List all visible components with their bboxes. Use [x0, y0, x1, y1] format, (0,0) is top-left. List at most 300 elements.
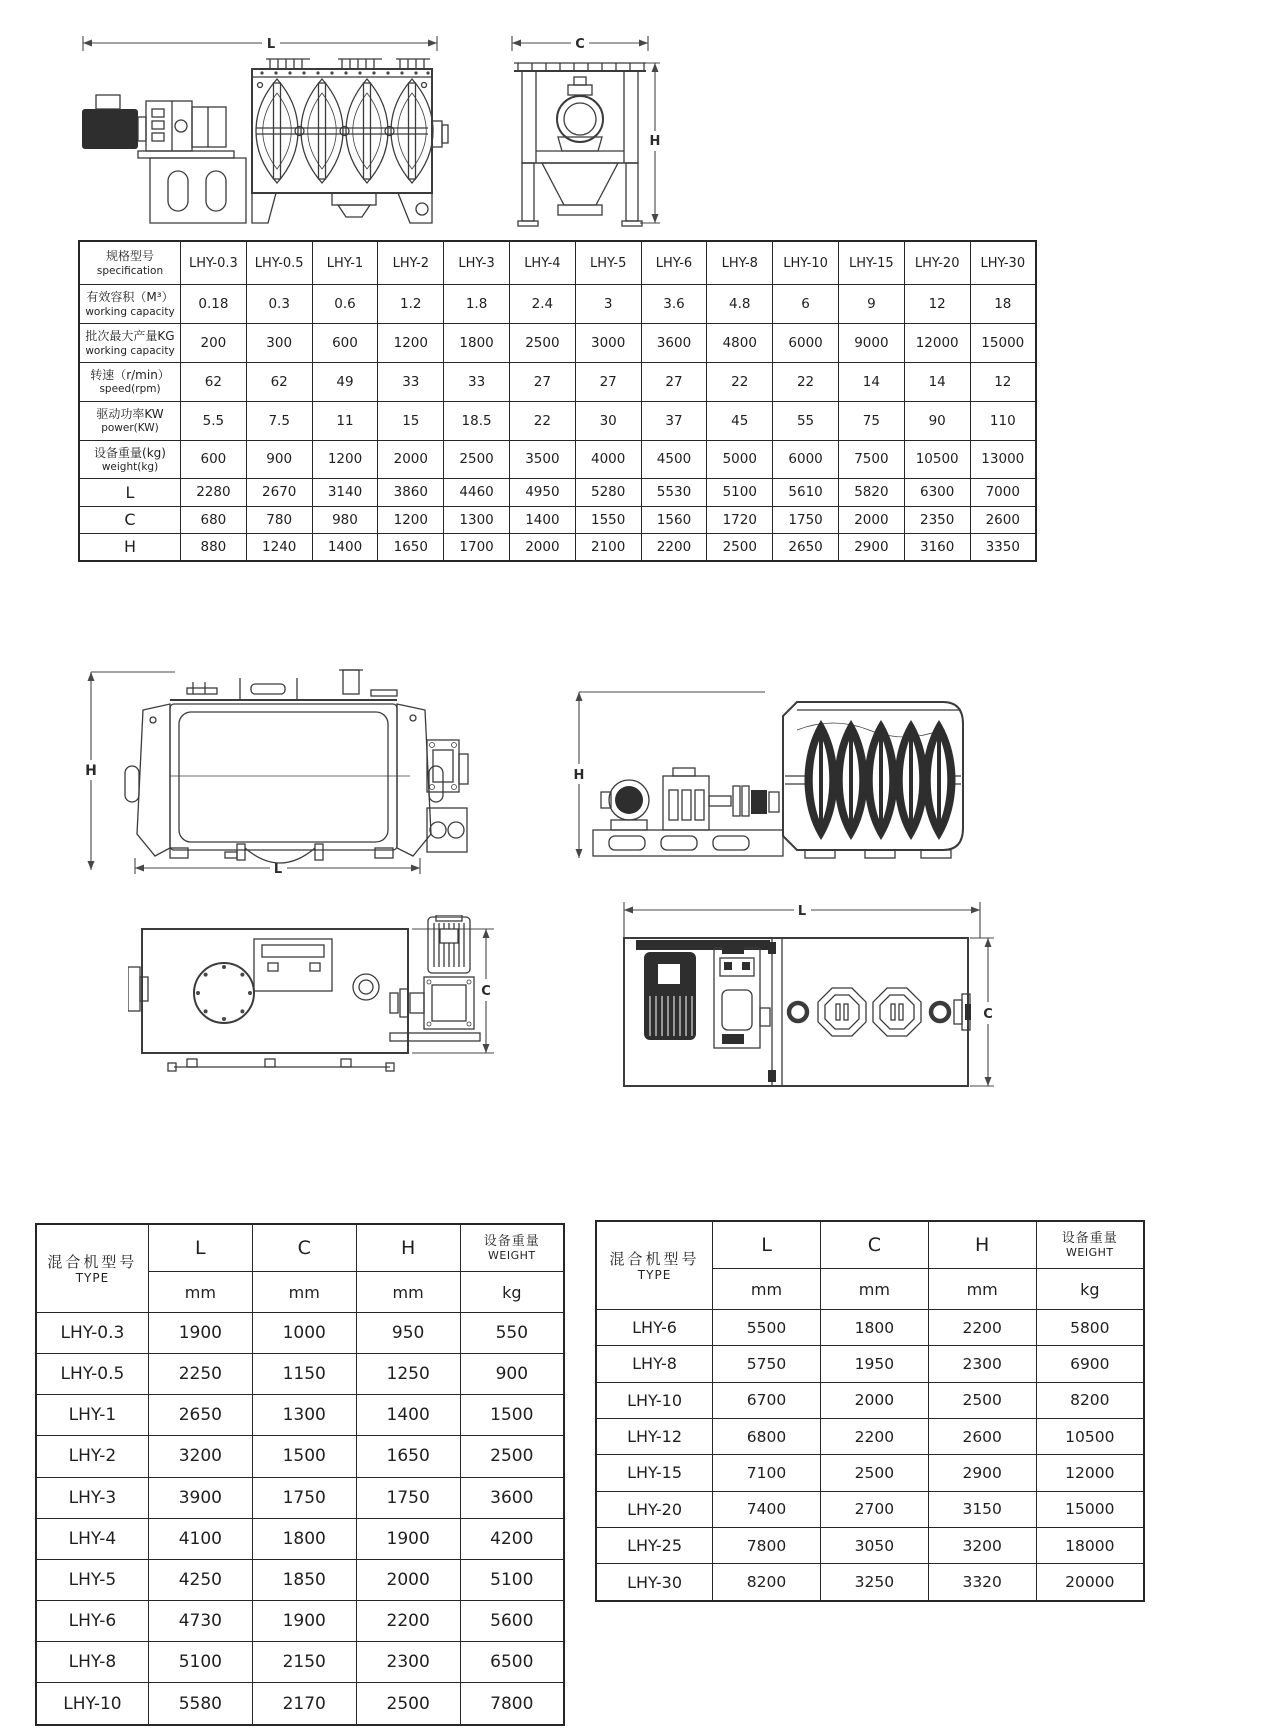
dim-label-H: H	[85, 763, 97, 779]
spec-cell: 2000	[838, 506, 904, 533]
size-row	[36, 1313, 564, 1354]
size-cell: 3600	[460, 1477, 564, 1518]
spec-cell: 2670	[246, 479, 312, 506]
spec-row-label: L	[79, 479, 181, 506]
spec-cell: 3350	[970, 533, 1036, 561]
spec-cell: 30	[575, 401, 641, 440]
spec-cell: 2.4	[509, 285, 575, 324]
spec-cell: 13000	[970, 440, 1036, 479]
size-cell: 3150	[928, 1491, 1036, 1527]
spec-cell: 6000	[773, 440, 839, 479]
size-cell: 1000	[252, 1313, 356, 1354]
spec-cell: 75	[838, 401, 904, 440]
spec-cell: 15000	[970, 323, 1036, 362]
size-table-left-container	[35, 1223, 565, 1726]
spec-cell: 22	[773, 362, 839, 401]
spec-row-label: 设备重量(kg) weight(kg)	[79, 440, 181, 479]
spec-cell: 90	[904, 401, 970, 440]
size-row-model: LHY-10	[36, 1683, 148, 1725]
size-cell: 1650	[356, 1436, 460, 1477]
size-cell: 6900	[1036, 1346, 1144, 1382]
spec-cell: 600	[312, 323, 378, 362]
motor-drive-assembly	[601, 768, 779, 830]
spec-cell: 10500	[904, 440, 970, 479]
size-row	[36, 1642, 564, 1683]
size-cell: 4730	[148, 1600, 252, 1641]
spec-row-label: H	[79, 533, 181, 561]
spec-cell: 4950	[509, 479, 575, 506]
size-cell: 6800	[713, 1418, 821, 1454]
size-cell: 2500	[460, 1436, 564, 1477]
spec-cell: 22	[707, 362, 773, 401]
spec-cell: 3.6	[641, 285, 707, 324]
size-row-model: LHY-2	[36, 1436, 148, 1477]
spec-model-header: LHY-0.5	[246, 241, 312, 285]
size-row-model: LHY-3	[36, 1477, 148, 1518]
size-col-unit: mm	[820, 1269, 928, 1310]
size-row-model: LHY-30	[596, 1564, 713, 1601]
spec-row-label: C	[79, 506, 181, 533]
spec-model-header: LHY-2	[378, 241, 444, 285]
size-col-unit: mm	[928, 1269, 1036, 1310]
spec-cell: 6300	[904, 479, 970, 506]
spec-cell: 5000	[707, 440, 773, 479]
spec-cell: 49	[312, 362, 378, 401]
size-row-model: LHY-10	[596, 1382, 713, 1418]
spec-cell: 2500	[444, 440, 510, 479]
spec-cell: 1750	[773, 506, 839, 533]
drive-assembly-top	[390, 915, 480, 1041]
spec-cell: 4000	[575, 440, 641, 479]
size-cell: 7100	[713, 1455, 821, 1491]
size-cell: 2200	[356, 1600, 460, 1641]
spec-cell: 45	[707, 401, 773, 440]
size-row-model: LHY-25	[596, 1527, 713, 1563]
size-table-right	[595, 1220, 1145, 1602]
size-col-header: H	[356, 1224, 460, 1272]
size-cell: 4200	[460, 1518, 564, 1559]
size-table-right-container	[595, 1220, 1145, 1602]
size-row-model: LHY-0.5	[36, 1354, 148, 1395]
size-type-header: 混合机型号 TYPE	[36, 1224, 148, 1313]
dimension-width	[512, 36, 648, 52]
size-cell: 1900	[356, 1518, 460, 1559]
size-row-model: LHY-8	[36, 1642, 148, 1683]
size-cell: 2500	[356, 1683, 460, 1725]
size-cell: 1500	[252, 1436, 356, 1477]
size-row	[36, 1559, 564, 1600]
size-cell: 1850	[252, 1559, 356, 1600]
spec-cell: 2600	[970, 506, 1036, 533]
spec-cell: 22	[509, 401, 575, 440]
size-row	[36, 1436, 564, 1477]
size-cell: 1800	[252, 1518, 356, 1559]
dimension-length	[624, 902, 980, 938]
size-cell: 6700	[713, 1382, 821, 1418]
spec-cell: 0.6	[312, 285, 378, 324]
spec-model-header: LHY-0.3	[181, 241, 247, 285]
spec-cell: 1560	[641, 506, 707, 533]
spec-cell: 1650	[378, 533, 444, 561]
size-cell: 8200	[713, 1564, 821, 1601]
size-cell: 5750	[713, 1346, 821, 1382]
gear-unit-top	[714, 942, 760, 1048]
machine-end-body	[514, 63, 646, 226]
size-col-unit: mm	[252, 1272, 356, 1313]
size-cell: 7800	[713, 1527, 821, 1563]
spec-cell: 37	[641, 401, 707, 440]
spec-cell: 18	[970, 285, 1036, 324]
size-col-header: L	[713, 1221, 821, 1269]
spec-cell: 27	[575, 362, 641, 401]
spec-cell: 300	[246, 323, 312, 362]
dim-label-C: C	[481, 984, 491, 999]
size-col-unit: kg	[1036, 1269, 1144, 1310]
size-row	[596, 1418, 1144, 1454]
spec-cell: 12000	[904, 323, 970, 362]
mixing-drum	[252, 59, 448, 223]
spec-cell: 18.5	[444, 401, 510, 440]
spec-cell: 55	[773, 401, 839, 440]
size-cell: 7400	[713, 1491, 821, 1527]
drawing-plough-mixer-end-view	[498, 33, 663, 228]
spec-cell: 200	[181, 323, 247, 362]
size-header-row	[36, 1224, 564, 1272]
spec-cell: 62	[181, 362, 247, 401]
size-row	[36, 1600, 564, 1641]
size-cell: 3320	[928, 1564, 1036, 1601]
spec-cell: 9	[838, 285, 904, 324]
spec-cell: 5280	[575, 479, 641, 506]
spec-model-header: LHY-5	[575, 241, 641, 285]
base-frame	[593, 830, 783, 856]
spec-cell: 27	[509, 362, 575, 401]
size-cell: 2200	[820, 1418, 928, 1454]
support-pedestal	[150, 158, 246, 223]
spec-cell: 4800	[707, 323, 773, 362]
size-cell: 2000	[356, 1559, 460, 1600]
spec-cell: 27	[641, 362, 707, 401]
size-row-model: LHY-4	[36, 1518, 148, 1559]
size-cell: 5100	[460, 1559, 564, 1600]
spec-cell: 7.5	[246, 401, 312, 440]
spec-row	[79, 285, 1036, 324]
spec-cell: 1400	[312, 533, 378, 561]
spec-cell: 1200	[378, 323, 444, 362]
spec-cell: 62	[246, 362, 312, 401]
spec-cell: 5100	[707, 479, 773, 506]
size-cell: 6500	[460, 1642, 564, 1683]
size-cell: 5800	[1036, 1310, 1144, 1346]
dim-label-C: C	[575, 37, 585, 52]
size-cell: 2000	[820, 1382, 928, 1418]
size-row-model: LHY-15	[596, 1455, 713, 1491]
spec-cell: 2650	[773, 533, 839, 561]
size-row	[596, 1310, 1144, 1346]
spec-cell: 600	[181, 440, 247, 479]
spec-cell: 900	[246, 440, 312, 479]
spec-row	[79, 533, 1036, 561]
spec-row	[79, 440, 1036, 479]
spec-row	[79, 401, 1036, 440]
size-cell: 1750	[252, 1477, 356, 1518]
size-cell: 1900	[148, 1313, 252, 1354]
spec-cell: 1200	[312, 440, 378, 479]
size-cell: 2250	[148, 1354, 252, 1395]
size-row	[596, 1491, 1144, 1527]
size-col-unit: mm	[356, 1272, 460, 1313]
spec-cell: 1240	[246, 533, 312, 561]
drawing-ribbon-mixer-side-view	[75, 648, 470, 876]
spec-cell: 1300	[444, 506, 510, 533]
size-col-header: L	[148, 1224, 252, 1272]
spec-cell: 110	[970, 401, 1036, 440]
size-header-row	[596, 1221, 1144, 1269]
spec-cell: 2500	[509, 323, 575, 362]
size-cell: 20000	[1036, 1564, 1144, 1601]
spec-model-header: LHY-4	[509, 241, 575, 285]
size-row	[36, 1477, 564, 1518]
size-cell: 1300	[252, 1395, 356, 1436]
size-col-header: H	[928, 1221, 1036, 1269]
size-cell: 3900	[148, 1477, 252, 1518]
size-row	[36, 1395, 564, 1436]
size-cell: 1800	[820, 1310, 928, 1346]
spec-header-row	[79, 241, 1036, 285]
size-cell: 1500	[460, 1395, 564, 1436]
size-cell: 2600	[928, 1418, 1036, 1454]
spec-row-label: 转速（r/min） speed(rpm)	[79, 362, 181, 401]
spec-cell: 3160	[904, 533, 970, 561]
size-type-header: 混合机型号 TYPE	[596, 1221, 713, 1310]
spec-cell: 7500	[838, 440, 904, 479]
size-row-model: LHY-5	[36, 1559, 148, 1600]
spec-cell: 0.18	[181, 285, 247, 324]
spec-cell: 1720	[707, 506, 773, 533]
spec-cell: 1550	[575, 506, 641, 533]
size-cell: 10500	[1036, 1418, 1144, 1454]
size-cell: 8200	[1036, 1382, 1144, 1418]
size-row-model: LHY-0.3	[36, 1313, 148, 1354]
motor-top	[644, 952, 696, 1040]
spec-cell: 2280	[181, 479, 247, 506]
spec-cell: 6	[773, 285, 839, 324]
spec-cell: 15	[378, 401, 444, 440]
size-row	[36, 1354, 564, 1395]
size-cell: 2700	[820, 1491, 928, 1527]
spec-cell: 6000	[773, 323, 839, 362]
dim-label-L: L	[273, 862, 283, 876]
spec-cell: 2200	[641, 533, 707, 561]
drawing-top-view-small	[128, 915, 503, 1090]
size-cell: 3250	[820, 1564, 928, 1601]
size-col-header: 设备重量 WEIGHT	[460, 1224, 564, 1272]
size-row	[596, 1455, 1144, 1491]
spec-cell: 11	[312, 401, 378, 440]
size-table-left	[35, 1223, 565, 1726]
machine-top-body	[624, 938, 971, 1086]
spec-row	[79, 323, 1036, 362]
dim-label-H: H	[573, 768, 585, 783]
spec-cell: 980	[312, 506, 378, 533]
size-row	[596, 1564, 1144, 1601]
spec-cell: 0.3	[246, 285, 312, 324]
spec-cell: 3860	[378, 479, 444, 506]
size-row-model: LHY-6	[36, 1600, 148, 1641]
spec-cell: 780	[246, 506, 312, 533]
dimension-width	[970, 938, 994, 1086]
size-row-model: LHY-1	[36, 1395, 148, 1436]
size-cell: 15000	[1036, 1491, 1144, 1527]
spec-cell: 1.8	[444, 285, 510, 324]
spec-cell: 12	[970, 362, 1036, 401]
spec-cell: 3500	[509, 440, 575, 479]
spec-model-header: LHY-20	[904, 241, 970, 285]
spec-cell: 1.2	[378, 285, 444, 324]
spec-cell: 2500	[707, 533, 773, 561]
spec-cell: 1700	[444, 533, 510, 561]
spec-cell: 5820	[838, 479, 904, 506]
size-row	[596, 1382, 1144, 1418]
spec-cell: 4460	[444, 479, 510, 506]
spec-row	[79, 479, 1036, 506]
size-cell: 1150	[252, 1354, 356, 1395]
spec-row	[79, 506, 1036, 533]
spec-row-label: 驱动功率KW power(KW)	[79, 401, 181, 440]
spec-row-label: 批次最大产量KG working capacity	[79, 323, 181, 362]
size-cell: 950	[356, 1313, 460, 1354]
spec-table	[78, 240, 1037, 562]
size-cell: 2650	[148, 1395, 252, 1436]
spec-cell: 1200	[378, 506, 444, 533]
size-cell: 3050	[820, 1527, 928, 1563]
dim-label-L: L	[266, 37, 276, 52]
size-cell: 1950	[820, 1346, 928, 1382]
size-cell: 5600	[460, 1600, 564, 1641]
size-col-header: C	[252, 1224, 356, 1272]
size-cell: 2150	[252, 1642, 356, 1683]
size-cell: 2170	[252, 1683, 356, 1725]
size-col-header: 设备重量 WEIGHT	[1036, 1221, 1144, 1269]
spec-cell: 4.8	[707, 285, 773, 324]
spec-cell: 9000	[838, 323, 904, 362]
size-col-unit: mm	[713, 1269, 821, 1310]
spec-row	[79, 362, 1036, 401]
spec-row-label: 有效容积（M³） working capacity	[79, 285, 181, 324]
motor-drive-assembly	[82, 95, 234, 158]
spec-header-label: 规格型号 specification	[79, 241, 181, 285]
spec-model-header: LHY-3	[444, 241, 510, 285]
spec-cell: 5610	[773, 479, 839, 506]
size-cell: 4100	[148, 1518, 252, 1559]
size-cell: 1900	[252, 1600, 356, 1641]
spec-cell: 12	[904, 285, 970, 324]
spec-cell: 880	[181, 533, 247, 561]
dim-label-H: H	[649, 134, 661, 149]
size-row	[596, 1346, 1144, 1382]
spec-cell: 5530	[641, 479, 707, 506]
spec-cell: 33	[378, 362, 444, 401]
size-cell: 7800	[460, 1683, 564, 1725]
size-row-model: LHY-8	[596, 1346, 713, 1382]
spec-model-header: LHY-1	[312, 241, 378, 285]
dimension-height	[640, 63, 660, 223]
size-cell: 2500	[820, 1455, 928, 1491]
size-cell: 1250	[356, 1354, 460, 1395]
dimension-height	[85, 672, 175, 870]
spec-model-header: LHY-15	[838, 241, 904, 285]
size-cell: 12000	[1036, 1455, 1144, 1491]
size-row-model: LHY-20	[596, 1491, 713, 1527]
spec-model-header: LHY-8	[707, 241, 773, 285]
dimension-height	[574, 692, 765, 858]
size-row-model: LHY-6	[596, 1310, 713, 1346]
spec-model-header: LHY-10	[773, 241, 839, 285]
plough-blades	[256, 79, 433, 183]
size-cell: 4250	[148, 1559, 252, 1600]
size-row	[36, 1683, 564, 1725]
spec-cell: 3	[575, 285, 641, 324]
spec-cell: 2000	[509, 533, 575, 561]
spec-cell: 3140	[312, 479, 378, 506]
size-col-unit: mm	[148, 1272, 252, 1313]
spec-cell: 1800	[444, 323, 510, 362]
spec-cell: 1400	[509, 506, 575, 533]
spec-cell: 33	[444, 362, 510, 401]
spec-cell: 7000	[970, 479, 1036, 506]
top-nozzles	[266, 59, 430, 69]
spec-cell: 2900	[838, 533, 904, 561]
size-cell: 2300	[356, 1642, 460, 1683]
size-cell: 2200	[928, 1310, 1036, 1346]
size-cell: 1400	[356, 1395, 460, 1436]
size-row	[36, 1518, 564, 1559]
spec-table-container	[78, 240, 1037, 562]
spec-cell: 2000	[378, 440, 444, 479]
machine-top-body	[128, 929, 408, 1071]
spec-cell: 14	[838, 362, 904, 401]
drawing-spiral-mixer-side-view	[565, 672, 970, 862]
size-cell: 3200	[928, 1527, 1036, 1563]
size-cell: 5100	[148, 1642, 252, 1683]
size-row	[596, 1527, 1144, 1563]
size-cell: 900	[460, 1354, 564, 1395]
spec-cell: 2100	[575, 533, 641, 561]
dim-label-C: C	[983, 1007, 993, 1022]
size-cell: 2300	[928, 1346, 1036, 1382]
size-row-model: LHY-12	[596, 1418, 713, 1454]
size-cell: 550	[460, 1313, 564, 1354]
size-cell: 2900	[928, 1455, 1036, 1491]
drawing-top-view-large	[610, 898, 1000, 1090]
dimension-length	[83, 36, 437, 52]
size-cell: 5580	[148, 1683, 252, 1725]
spec-cell: 2350	[904, 506, 970, 533]
drawing-plough-mixer-side-view	[80, 33, 470, 228]
spec-model-header: LHY-6	[641, 241, 707, 285]
spec-cell: 3000	[575, 323, 641, 362]
mixing-drum	[783, 702, 963, 858]
size-cell: 5500	[713, 1310, 821, 1346]
spec-cell: 4500	[641, 440, 707, 479]
machine-body	[125, 670, 468, 863]
size-col-header: C	[820, 1221, 928, 1269]
size-cell: 1750	[356, 1477, 460, 1518]
spec-cell: 680	[181, 506, 247, 533]
dimension-length	[135, 858, 420, 876]
size-col-unit: kg	[460, 1272, 564, 1313]
spiral-ribbons	[805, 720, 956, 840]
